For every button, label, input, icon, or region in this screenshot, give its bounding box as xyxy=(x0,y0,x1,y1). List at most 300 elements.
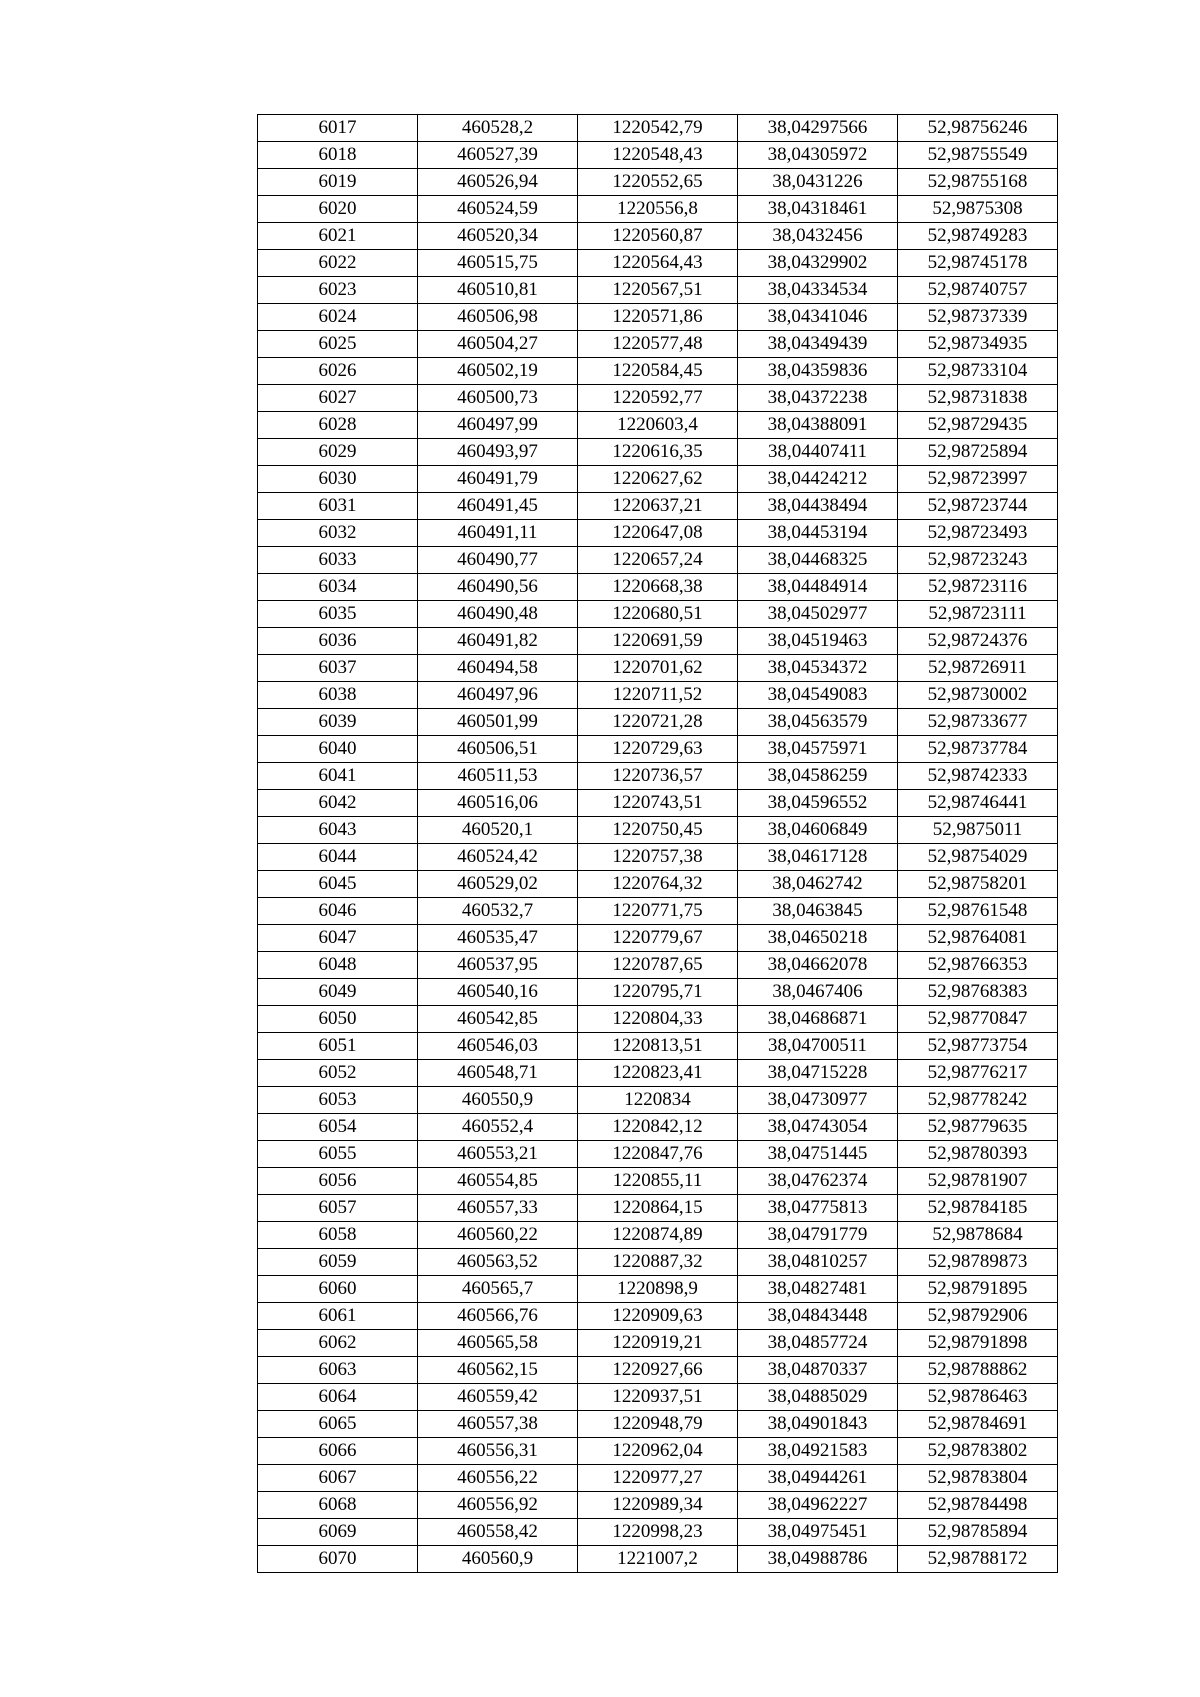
table-row xyxy=(258,169,1058,196)
longitude-cell: 38,04334534 xyxy=(738,277,898,304)
table-row xyxy=(258,844,1058,871)
point-number-cell: 6043 xyxy=(258,817,418,844)
longitude-cell: 38,04827481 xyxy=(738,1276,898,1303)
y-coordinate-cell: 1220711,52 xyxy=(578,682,738,709)
longitude-cell: 38,04962227 xyxy=(738,1492,898,1519)
x-coordinate-cell: 460502,19 xyxy=(418,358,578,385)
point-number-cell: 6055 xyxy=(258,1141,418,1168)
y-coordinate-cell: 1220977,27 xyxy=(578,1465,738,1492)
latitude-cell: 52,98729435 xyxy=(898,412,1058,439)
y-coordinate-cell: 1220757,38 xyxy=(578,844,738,871)
table-row xyxy=(258,142,1058,169)
x-coordinate-cell: 460562,15 xyxy=(418,1357,578,1384)
latitude-cell: 52,98781907 xyxy=(898,1168,1058,1195)
latitude-cell: 52,98754029 xyxy=(898,844,1058,871)
y-coordinate-cell: 1220567,51 xyxy=(578,277,738,304)
table-row xyxy=(258,223,1058,250)
x-coordinate-cell: 460491,79 xyxy=(418,466,578,493)
point-number-cell: 6032 xyxy=(258,520,418,547)
x-coordinate-cell: 460493,97 xyxy=(418,439,578,466)
latitude-cell: 52,98723744 xyxy=(898,493,1058,520)
x-coordinate-cell: 460537,95 xyxy=(418,952,578,979)
table-row xyxy=(258,871,1058,898)
latitude-cell: 52,98786463 xyxy=(898,1384,1058,1411)
y-coordinate-cell: 1220647,08 xyxy=(578,520,738,547)
table-row xyxy=(258,1114,1058,1141)
table-row xyxy=(258,1546,1058,1573)
latitude-cell: 52,98724376 xyxy=(898,628,1058,655)
latitude-cell: 52,98726911 xyxy=(898,655,1058,682)
table-row xyxy=(258,358,1058,385)
y-coordinate-cell: 1220592,77 xyxy=(578,385,738,412)
x-coordinate-cell: 460504,27 xyxy=(418,331,578,358)
point-number-cell: 6041 xyxy=(258,763,418,790)
latitude-cell: 52,98723243 xyxy=(898,547,1058,574)
longitude-cell: 38,04424212 xyxy=(738,466,898,493)
longitude-cell: 38,04372238 xyxy=(738,385,898,412)
y-coordinate-cell: 1220998,23 xyxy=(578,1519,738,1546)
longitude-cell: 38,04318461 xyxy=(738,196,898,223)
latitude-cell: 52,98725894 xyxy=(898,439,1058,466)
latitude-cell: 52,98783804 xyxy=(898,1465,1058,1492)
x-coordinate-cell: 460559,42 xyxy=(418,1384,578,1411)
latitude-cell: 52,98749283 xyxy=(898,223,1058,250)
longitude-cell: 38,0432456 xyxy=(738,223,898,250)
latitude-cell: 52,98784498 xyxy=(898,1492,1058,1519)
table-row xyxy=(258,898,1058,925)
point-number-cell: 6017 xyxy=(258,115,418,142)
y-coordinate-cell: 1220603,4 xyxy=(578,412,738,439)
y-coordinate-cell: 1220834 xyxy=(578,1087,738,1114)
x-coordinate-cell: 460557,38 xyxy=(418,1411,578,1438)
table-row xyxy=(258,1519,1058,1546)
longitude-cell: 38,0467406 xyxy=(738,979,898,1006)
x-coordinate-cell: 460490,77 xyxy=(418,547,578,574)
y-coordinate-cell: 1220691,59 xyxy=(578,628,738,655)
longitude-cell: 38,04700511 xyxy=(738,1033,898,1060)
table-row xyxy=(258,1492,1058,1519)
latitude-cell: 52,98733677 xyxy=(898,709,1058,736)
point-number-cell: 6042 xyxy=(258,790,418,817)
point-number-cell: 6020 xyxy=(258,196,418,223)
table-row xyxy=(258,1384,1058,1411)
latitude-cell: 52,98791895 xyxy=(898,1276,1058,1303)
x-coordinate-cell: 460556,92 xyxy=(418,1492,578,1519)
longitude-cell: 38,04549083 xyxy=(738,682,898,709)
latitude-cell: 52,98737784 xyxy=(898,736,1058,763)
y-coordinate-cell: 1220668,38 xyxy=(578,574,738,601)
x-coordinate-cell: 460557,33 xyxy=(418,1195,578,1222)
table-row xyxy=(258,1087,1058,1114)
longitude-cell: 38,04468325 xyxy=(738,547,898,574)
y-coordinate-cell: 1220637,21 xyxy=(578,493,738,520)
table-row xyxy=(258,250,1058,277)
latitude-cell: 52,98742333 xyxy=(898,763,1058,790)
latitude-cell: 52,9875011 xyxy=(898,817,1058,844)
y-coordinate-cell: 1220701,62 xyxy=(578,655,738,682)
table-row xyxy=(258,115,1058,142)
latitude-cell: 52,98756246 xyxy=(898,115,1058,142)
point-number-cell: 6059 xyxy=(258,1249,418,1276)
x-coordinate-cell: 460515,75 xyxy=(418,250,578,277)
table-row xyxy=(258,736,1058,763)
y-coordinate-cell: 1220577,48 xyxy=(578,331,738,358)
point-number-cell: 6069 xyxy=(258,1519,418,1546)
table-row xyxy=(258,1303,1058,1330)
y-coordinate-cell: 1220847,76 xyxy=(578,1141,738,1168)
y-coordinate-cell: 1220552,65 xyxy=(578,169,738,196)
longitude-cell: 38,04715228 xyxy=(738,1060,898,1087)
y-coordinate-cell: 1220743,51 xyxy=(578,790,738,817)
longitude-cell: 38,04662078 xyxy=(738,952,898,979)
y-coordinate-cell: 1220721,28 xyxy=(578,709,738,736)
x-coordinate-cell: 460516,06 xyxy=(418,790,578,817)
table-row xyxy=(258,1006,1058,1033)
longitude-cell: 38,04870337 xyxy=(738,1357,898,1384)
x-coordinate-cell: 460520,34 xyxy=(418,223,578,250)
x-coordinate-cell: 460490,48 xyxy=(418,601,578,628)
x-coordinate-cell: 460546,03 xyxy=(418,1033,578,1060)
coordinates-table xyxy=(257,114,1058,1573)
latitude-cell: 52,98778242 xyxy=(898,1087,1058,1114)
point-number-cell: 6070 xyxy=(258,1546,418,1573)
table-row xyxy=(258,1465,1058,1492)
table-row xyxy=(258,1222,1058,1249)
latitude-cell: 52,98785894 xyxy=(898,1519,1058,1546)
latitude-cell: 52,98723997 xyxy=(898,466,1058,493)
x-coordinate-cell: 460565,58 xyxy=(418,1330,578,1357)
point-number-cell: 6035 xyxy=(258,601,418,628)
latitude-cell: 52,98723111 xyxy=(898,601,1058,628)
y-coordinate-cell: 1220864,15 xyxy=(578,1195,738,1222)
x-coordinate-cell: 460501,99 xyxy=(418,709,578,736)
point-number-cell: 6067 xyxy=(258,1465,418,1492)
table-row xyxy=(258,547,1058,574)
point-number-cell: 6023 xyxy=(258,277,418,304)
longitude-cell: 38,04453194 xyxy=(738,520,898,547)
x-coordinate-cell: 460500,73 xyxy=(418,385,578,412)
table-row xyxy=(258,790,1058,817)
point-number-cell: 6068 xyxy=(258,1492,418,1519)
longitude-cell: 38,04617128 xyxy=(738,844,898,871)
longitude-cell: 38,0463845 xyxy=(738,898,898,925)
x-coordinate-cell: 460527,39 xyxy=(418,142,578,169)
point-number-cell: 6026 xyxy=(258,358,418,385)
latitude-cell: 52,98788862 xyxy=(898,1357,1058,1384)
point-number-cell: 6056 xyxy=(258,1168,418,1195)
y-coordinate-cell: 1220823,41 xyxy=(578,1060,738,1087)
latitude-cell: 52,98773754 xyxy=(898,1033,1058,1060)
table-row xyxy=(258,1249,1058,1276)
table-row xyxy=(258,655,1058,682)
y-coordinate-cell: 1220657,24 xyxy=(578,547,738,574)
latitude-cell: 52,98755549 xyxy=(898,142,1058,169)
point-number-cell: 6049 xyxy=(258,979,418,1006)
longitude-cell: 38,04901843 xyxy=(738,1411,898,1438)
table-row xyxy=(258,1168,1058,1195)
point-number-cell: 6033 xyxy=(258,547,418,574)
point-number-cell: 6021 xyxy=(258,223,418,250)
y-coordinate-cell: 1220584,45 xyxy=(578,358,738,385)
x-coordinate-cell: 460556,31 xyxy=(418,1438,578,1465)
table-row xyxy=(258,1195,1058,1222)
point-number-cell: 6063 xyxy=(258,1357,418,1384)
latitude-cell: 52,98758201 xyxy=(898,871,1058,898)
y-coordinate-cell: 1220764,32 xyxy=(578,871,738,898)
x-coordinate-cell: 460552,4 xyxy=(418,1114,578,1141)
x-coordinate-cell: 460553,21 xyxy=(418,1141,578,1168)
table-row xyxy=(258,1438,1058,1465)
latitude-cell: 52,98730002 xyxy=(898,682,1058,709)
table-row xyxy=(258,493,1058,520)
point-number-cell: 6064 xyxy=(258,1384,418,1411)
x-coordinate-cell: 460506,51 xyxy=(418,736,578,763)
x-coordinate-cell: 460497,96 xyxy=(418,682,578,709)
longitude-cell: 38,04762374 xyxy=(738,1168,898,1195)
y-coordinate-cell: 1220919,21 xyxy=(578,1330,738,1357)
x-coordinate-cell: 460560,22 xyxy=(418,1222,578,1249)
x-coordinate-cell: 460566,76 xyxy=(418,1303,578,1330)
table-row xyxy=(258,385,1058,412)
x-coordinate-cell: 460520,1 xyxy=(418,817,578,844)
latitude-cell: 52,98766353 xyxy=(898,952,1058,979)
longitude-cell: 38,04650218 xyxy=(738,925,898,952)
point-number-cell: 6024 xyxy=(258,304,418,331)
y-coordinate-cell: 1220842,12 xyxy=(578,1114,738,1141)
latitude-cell: 52,98740757 xyxy=(898,277,1058,304)
longitude-cell: 38,04575971 xyxy=(738,736,898,763)
point-number-cell: 6058 xyxy=(258,1222,418,1249)
point-number-cell: 6029 xyxy=(258,439,418,466)
point-number-cell: 6048 xyxy=(258,952,418,979)
longitude-cell: 38,04502977 xyxy=(738,601,898,628)
x-coordinate-cell: 460526,94 xyxy=(418,169,578,196)
longitude-cell: 38,04407411 xyxy=(738,439,898,466)
latitude-cell: 52,98779635 xyxy=(898,1114,1058,1141)
x-coordinate-cell: 460542,85 xyxy=(418,1006,578,1033)
longitude-cell: 38,04305972 xyxy=(738,142,898,169)
longitude-cell: 38,04743054 xyxy=(738,1114,898,1141)
latitude-cell: 52,98788172 xyxy=(898,1546,1058,1573)
point-number-cell: 6031 xyxy=(258,493,418,520)
point-number-cell: 6053 xyxy=(258,1087,418,1114)
latitude-cell: 52,98731838 xyxy=(898,385,1058,412)
table-row xyxy=(258,925,1058,952)
longitude-cell: 38,04791779 xyxy=(738,1222,898,1249)
point-number-cell: 6039 xyxy=(258,709,418,736)
table-row xyxy=(258,196,1058,223)
x-coordinate-cell: 460565,7 xyxy=(418,1276,578,1303)
point-number-cell: 6019 xyxy=(258,169,418,196)
longitude-cell: 38,04484914 xyxy=(738,574,898,601)
longitude-cell: 38,04944261 xyxy=(738,1465,898,1492)
point-number-cell: 6030 xyxy=(258,466,418,493)
longitude-cell: 38,04988786 xyxy=(738,1546,898,1573)
longitude-cell: 38,04349439 xyxy=(738,331,898,358)
point-number-cell: 6061 xyxy=(258,1303,418,1330)
table-row xyxy=(258,1357,1058,1384)
y-coordinate-cell: 1220804,33 xyxy=(578,1006,738,1033)
point-number-cell: 6062 xyxy=(258,1330,418,1357)
point-number-cell: 6054 xyxy=(258,1114,418,1141)
latitude-cell: 52,98745178 xyxy=(898,250,1058,277)
y-coordinate-cell: 1220909,63 xyxy=(578,1303,738,1330)
longitude-cell: 38,04359836 xyxy=(738,358,898,385)
x-coordinate-cell: 460532,7 xyxy=(418,898,578,925)
longitude-cell: 38,04329902 xyxy=(738,250,898,277)
latitude-cell: 52,98764081 xyxy=(898,925,1058,952)
table-row xyxy=(258,466,1058,493)
longitude-cell: 38,04388091 xyxy=(738,412,898,439)
y-coordinate-cell: 1220556,8 xyxy=(578,196,738,223)
point-number-cell: 6057 xyxy=(258,1195,418,1222)
latitude-cell: 52,9875308 xyxy=(898,196,1058,223)
latitude-cell: 52,98783802 xyxy=(898,1438,1058,1465)
longitude-cell: 38,04563579 xyxy=(738,709,898,736)
y-coordinate-cell: 1220771,75 xyxy=(578,898,738,925)
latitude-cell: 52,98780393 xyxy=(898,1141,1058,1168)
y-coordinate-cell: 1220779,67 xyxy=(578,925,738,952)
longitude-cell: 38,04297566 xyxy=(738,115,898,142)
table-row xyxy=(258,304,1058,331)
table-row xyxy=(258,628,1058,655)
table-row xyxy=(258,763,1058,790)
point-number-cell: 6046 xyxy=(258,898,418,925)
longitude-cell: 38,0462742 xyxy=(738,871,898,898)
longitude-cell: 38,04686871 xyxy=(738,1006,898,1033)
longitude-cell: 38,04775813 xyxy=(738,1195,898,1222)
point-number-cell: 6047 xyxy=(258,925,418,952)
table-row xyxy=(258,601,1058,628)
x-coordinate-cell: 460560,9 xyxy=(418,1546,578,1573)
latitude-cell: 52,98789873 xyxy=(898,1249,1058,1276)
longitude-cell: 38,04534372 xyxy=(738,655,898,682)
longitude-cell: 38,0431226 xyxy=(738,169,898,196)
longitude-cell: 38,04921583 xyxy=(738,1438,898,1465)
x-coordinate-cell: 460510,81 xyxy=(418,277,578,304)
table-row xyxy=(258,1276,1058,1303)
y-coordinate-cell: 1220564,43 xyxy=(578,250,738,277)
x-coordinate-cell: 460491,82 xyxy=(418,628,578,655)
y-coordinate-cell: 1220874,89 xyxy=(578,1222,738,1249)
table-row xyxy=(258,439,1058,466)
longitude-cell: 38,04975451 xyxy=(738,1519,898,1546)
table-row xyxy=(258,1033,1058,1060)
point-number-cell: 6045 xyxy=(258,871,418,898)
point-number-cell: 6044 xyxy=(258,844,418,871)
point-number-cell: 6052 xyxy=(258,1060,418,1087)
point-number-cell: 6028 xyxy=(258,412,418,439)
table-row xyxy=(258,277,1058,304)
table-row xyxy=(258,952,1058,979)
longitude-cell: 38,04586259 xyxy=(738,763,898,790)
longitude-cell: 38,04857724 xyxy=(738,1330,898,1357)
table-row xyxy=(258,1330,1058,1357)
table-row xyxy=(258,1060,1058,1087)
x-coordinate-cell: 460491,11 xyxy=(418,520,578,547)
latitude-cell: 52,98776217 xyxy=(898,1060,1058,1087)
y-coordinate-cell: 1220548,43 xyxy=(578,142,738,169)
point-number-cell: 6025 xyxy=(258,331,418,358)
table-row xyxy=(258,574,1058,601)
latitude-cell: 52,98723493 xyxy=(898,520,1058,547)
latitude-cell: 52,98791898 xyxy=(898,1330,1058,1357)
point-number-cell: 6018 xyxy=(258,142,418,169)
y-coordinate-cell: 1220627,62 xyxy=(578,466,738,493)
y-coordinate-cell: 1220937,51 xyxy=(578,1384,738,1411)
point-number-cell: 6027 xyxy=(258,385,418,412)
point-number-cell: 6022 xyxy=(258,250,418,277)
x-coordinate-cell: 460506,98 xyxy=(418,304,578,331)
latitude-cell: 52,98746441 xyxy=(898,790,1058,817)
y-coordinate-cell: 1220962,04 xyxy=(578,1438,738,1465)
y-coordinate-cell: 1221007,2 xyxy=(578,1546,738,1573)
latitude-cell: 52,98755168 xyxy=(898,169,1058,196)
x-coordinate-cell: 460511,53 xyxy=(418,763,578,790)
coordinates-table-body xyxy=(258,115,1058,1573)
point-number-cell: 6036 xyxy=(258,628,418,655)
x-coordinate-cell: 460524,42 xyxy=(418,844,578,871)
y-coordinate-cell: 1220736,57 xyxy=(578,763,738,790)
y-coordinate-cell: 1220729,63 xyxy=(578,736,738,763)
longitude-cell: 38,04519463 xyxy=(738,628,898,655)
y-coordinate-cell: 1220560,87 xyxy=(578,223,738,250)
table-row xyxy=(258,817,1058,844)
x-coordinate-cell: 460554,85 xyxy=(418,1168,578,1195)
point-number-cell: 6038 xyxy=(258,682,418,709)
y-coordinate-cell: 1220927,66 xyxy=(578,1357,738,1384)
y-coordinate-cell: 1220680,51 xyxy=(578,601,738,628)
table-row xyxy=(258,979,1058,1006)
longitude-cell: 38,04885029 xyxy=(738,1384,898,1411)
table-row xyxy=(258,709,1058,736)
longitude-cell: 38,04730977 xyxy=(738,1087,898,1114)
x-coordinate-cell: 460524,59 xyxy=(418,196,578,223)
x-coordinate-cell: 460558,42 xyxy=(418,1519,578,1546)
table-row xyxy=(258,682,1058,709)
latitude-cell: 52,98784185 xyxy=(898,1195,1058,1222)
y-coordinate-cell: 1220898,9 xyxy=(578,1276,738,1303)
y-coordinate-cell: 1220948,79 xyxy=(578,1411,738,1438)
x-coordinate-cell: 460550,9 xyxy=(418,1087,578,1114)
point-number-cell: 6060 xyxy=(258,1276,418,1303)
longitude-cell: 38,04438494 xyxy=(738,493,898,520)
x-coordinate-cell: 460528,2 xyxy=(418,115,578,142)
y-coordinate-cell: 1220542,79 xyxy=(578,115,738,142)
latitude-cell: 52,98737339 xyxy=(898,304,1058,331)
y-coordinate-cell: 1220616,35 xyxy=(578,439,738,466)
longitude-cell: 38,04843448 xyxy=(738,1303,898,1330)
table-row xyxy=(258,412,1058,439)
x-coordinate-cell: 460535,47 xyxy=(418,925,578,952)
table-row xyxy=(258,1411,1058,1438)
x-coordinate-cell: 460497,99 xyxy=(418,412,578,439)
y-coordinate-cell: 1220989,34 xyxy=(578,1492,738,1519)
point-number-cell: 6050 xyxy=(258,1006,418,1033)
table-row xyxy=(258,520,1058,547)
y-coordinate-cell: 1220750,45 xyxy=(578,817,738,844)
longitude-cell: 38,04341046 xyxy=(738,304,898,331)
y-coordinate-cell: 1220887,32 xyxy=(578,1249,738,1276)
x-coordinate-cell: 460494,58 xyxy=(418,655,578,682)
table-row xyxy=(258,331,1058,358)
point-number-cell: 6065 xyxy=(258,1411,418,1438)
x-coordinate-cell: 460548,71 xyxy=(418,1060,578,1087)
table-row xyxy=(258,1141,1058,1168)
x-coordinate-cell: 460556,22 xyxy=(418,1465,578,1492)
point-number-cell: 6034 xyxy=(258,574,418,601)
latitude-cell: 52,9878684 xyxy=(898,1222,1058,1249)
